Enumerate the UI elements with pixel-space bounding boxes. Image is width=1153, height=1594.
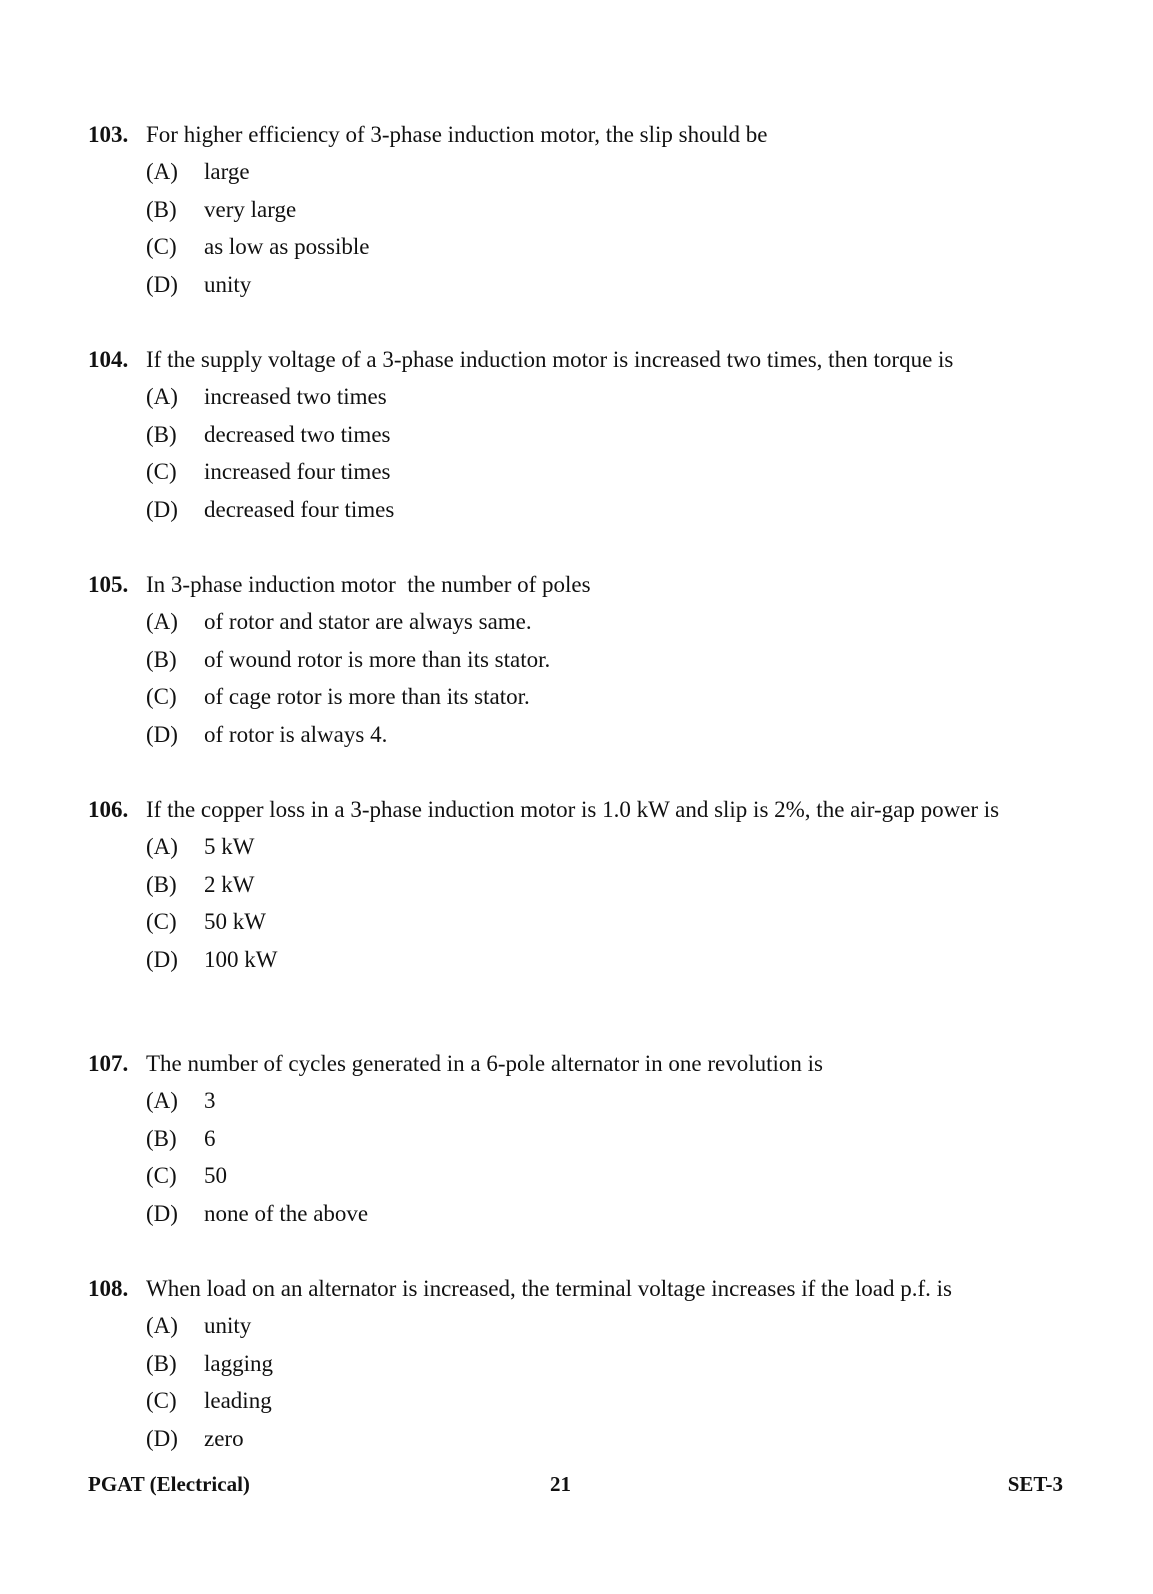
- option-label: (A): [146, 1088, 178, 1113]
- option-text: 2 kW: [204, 871, 255, 897]
- question-number: 107.: [88, 1051, 129, 1076]
- option-b: [146, 1126, 1078, 1164]
- set-code: SET-3: [1007, 1472, 1063, 1496]
- question-108: [88, 1276, 1078, 1463]
- question-number: 105.: [88, 572, 129, 597]
- question-number: 103.: [88, 122, 129, 147]
- option-label: (D): [146, 496, 178, 522]
- option-text: large: [204, 159, 250, 184]
- option-label: (B): [146, 1350, 177, 1376]
- options-list: [146, 384, 1078, 534]
- question-107: [88, 1051, 1078, 1238]
- option-text: none of the above: [204, 1200, 369, 1226]
- option-b: [146, 197, 1078, 235]
- option-text: unity: [204, 271, 252, 297]
- question-text: If the supply voltage of a 3-phase induction motor is increased two times, then torque is: [146, 347, 954, 372]
- option-label: (B): [146, 196, 177, 222]
- option-label: (C): [146, 909, 177, 934]
- option-text: leading: [204, 1388, 272, 1413]
- option-label: (D): [146, 721, 178, 747]
- option-c: [146, 684, 1078, 722]
- question-number: 104.: [88, 347, 129, 372]
- option-a: [146, 159, 1078, 197]
- option-text: lagging: [204, 1350, 273, 1376]
- option-label: (B): [146, 646, 177, 672]
- option-c: [146, 234, 1078, 272]
- option-text: of wound rotor is more than its stator.: [204, 646, 551, 672]
- option-text: of cage rotor is more than its stator.: [204, 684, 530, 709]
- question-number: 108.: [88, 1276, 129, 1301]
- option-text: increased four times: [204, 459, 391, 484]
- option-d: [146, 1201, 1078, 1239]
- option-label: (C): [146, 1163, 177, 1188]
- option-label: (D): [146, 271, 178, 297]
- option-text: very large: [204, 196, 297, 222]
- option-text: 5 kW: [204, 834, 255, 859]
- options-list: [146, 1088, 1078, 1238]
- option-c: [146, 1388, 1078, 1426]
- option-label: (D): [146, 1200, 178, 1226]
- options-list: [146, 159, 1078, 309]
- option-label: (B): [146, 871, 177, 897]
- option-text: of rotor and stator are always same.: [204, 609, 532, 634]
- option-a: [146, 609, 1078, 647]
- option-text: decreased four times: [204, 496, 395, 522]
- question-text: The number of cycles generated in a 6-pole alternator in one revolution is: [146, 1051, 823, 1076]
- option-d: [146, 722, 1078, 760]
- page-footer: [88, 1472, 1063, 1500]
- question-103: [88, 122, 1078, 309]
- option-label: (A): [146, 384, 178, 409]
- question-104: [88, 347, 1078, 534]
- option-text: 50: [204, 1163, 227, 1188]
- option-d: [146, 1426, 1078, 1464]
- option-a: [146, 834, 1078, 872]
- options-list: [146, 1313, 1078, 1463]
- question-105: [88, 572, 1078, 759]
- option-a: [146, 1313, 1078, 1351]
- exam-title: PGAT (Electrical): [88, 1472, 250, 1496]
- option-text: 50 kW: [204, 909, 266, 934]
- option-label: (C): [146, 234, 177, 259]
- option-a: [146, 384, 1078, 422]
- option-text: 100 kW: [204, 946, 278, 972]
- option-text: of rotor is always 4.: [204, 721, 388, 747]
- option-label: (B): [146, 1125, 177, 1151]
- option-text: increased two times: [204, 384, 387, 409]
- option-text: 6: [204, 1125, 216, 1151]
- options-list: [146, 834, 1078, 984]
- question-text: In 3-phase induction motor the number of poles: [146, 572, 591, 597]
- question-106: [88, 797, 1078, 984]
- option-b: [146, 1351, 1078, 1389]
- option-label: (A): [146, 159, 178, 184]
- option-d: [146, 497, 1078, 535]
- option-label: (C): [146, 459, 177, 484]
- option-b: [146, 647, 1078, 685]
- option-d: [146, 947, 1078, 985]
- question-text: When load on an alternator is increased, the terminal voltage increases if the load p.f. is: [146, 1276, 952, 1301]
- option-c: [146, 909, 1078, 947]
- option-c: [146, 1163, 1078, 1201]
- question-text: For higher efficiency of 3-phase induction motor, the slip should be: [146, 122, 768, 147]
- option-label: (A): [146, 609, 178, 634]
- option-label: (A): [146, 834, 178, 859]
- option-text: unity: [204, 1313, 252, 1338]
- option-text: zero: [204, 1425, 244, 1451]
- option-label: (C): [146, 684, 177, 709]
- option-label: (B): [146, 421, 177, 447]
- question-text: If the copper loss in a 3-phase induction motor is 1.0 kW and slip is 2%, the air-gap power is: [146, 797, 1000, 822]
- option-a: [146, 1088, 1078, 1126]
- page-number: 21: [550, 1472, 571, 1496]
- option-label: (D): [146, 1425, 178, 1451]
- option-b: [146, 872, 1078, 910]
- option-text: decreased two times: [204, 421, 391, 447]
- option-label: (D): [146, 946, 178, 972]
- option-text: 3: [204, 1088, 216, 1113]
- option-c: [146, 459, 1078, 497]
- options-list: [146, 609, 1078, 759]
- option-label: (C): [146, 1388, 177, 1413]
- option-d: [146, 272, 1078, 310]
- option-label: (A): [146, 1313, 178, 1338]
- question-number: 106.: [88, 797, 129, 822]
- option-text: as low as possible: [204, 234, 370, 259]
- option-b: [146, 422, 1078, 460]
